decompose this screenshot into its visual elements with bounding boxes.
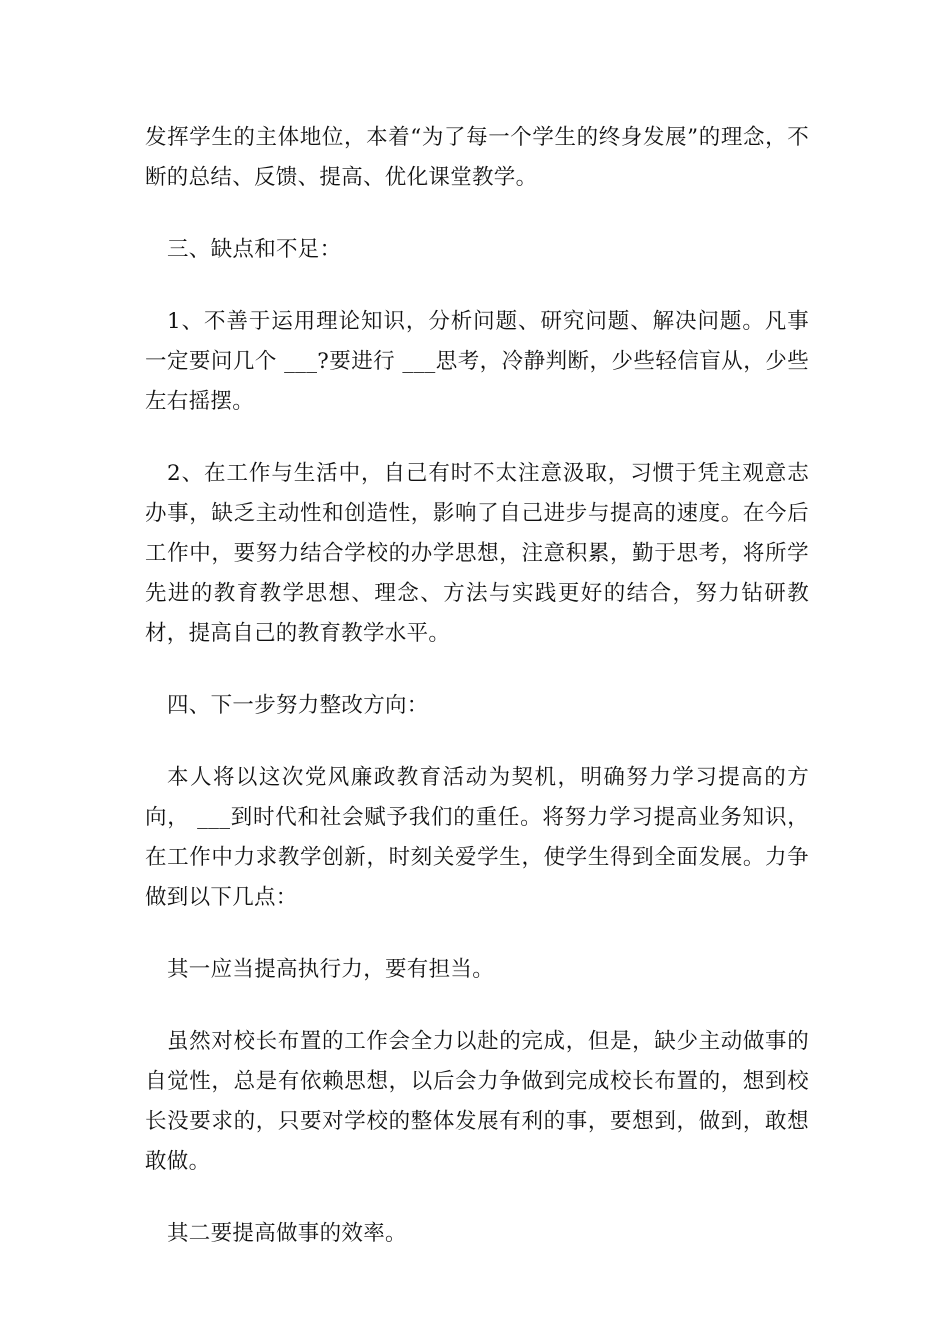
document-body [145,118,809,1286]
paragraph-shortcoming-1: 1、不善于运用理论知识，分析问题、研究问题、解决问题。凡事一定要问几个 ___?要进行 ___思考，冷静判断，少些轻信盲从，少些左右摇摆。 [145,309,809,414]
point-heading-1: 其一应当提高执行力，要有担当。 [167,957,495,982]
point-heading-2: 其二要提高做事的效率。 [167,1221,407,1246]
section-heading-rectification: 四、下一步努力整改方向： [167,693,429,718]
paragraph-point-1: 虽然对校长布置的工作会全力以赴的完成，但是，缺少主动做事的自觉性，总是有依赖思想，以后会力争做到完成校长布置的，想到校长没要求的，只要对学校的整体发展有利的事，要想到，做到，敢想敢做。 [145,1029,809,1174]
paragraph-shortcoming-2: 2、在工作与生活中，自己有时不太注意汲取，习惯于凭主观意志办事，缺乏主动性和创造性，影响了自己进步与提高的速度。在今后工作中，要努力结合学校的办学思想，注意积累，勤于思考，将所学先进的教育教学思想、理念、方法与实践更好的结合，努力钻研教材，提高自己的教育教学水平。 [145,461,809,646]
section-heading-shortcomings: 三、缺点和不足： [167,237,342,262]
paragraph-continuation: 发挥学生的主体地位，本着“为了每一个学生的终身发展”的理念，不断的总结、反馈、提高、优化课堂教学。 [145,125,809,190]
paragraph-rectification-intro: 本人将以这次党风廉政教育活动为契机，明确努力学习提高的方向， ___到时代和社会赋予我们的重任。将努力学习提高业务知识，在工作中力求教学创新，时刻关爱学生，使学生得到全面发展。力争做到以下几点： [145,765,809,910]
